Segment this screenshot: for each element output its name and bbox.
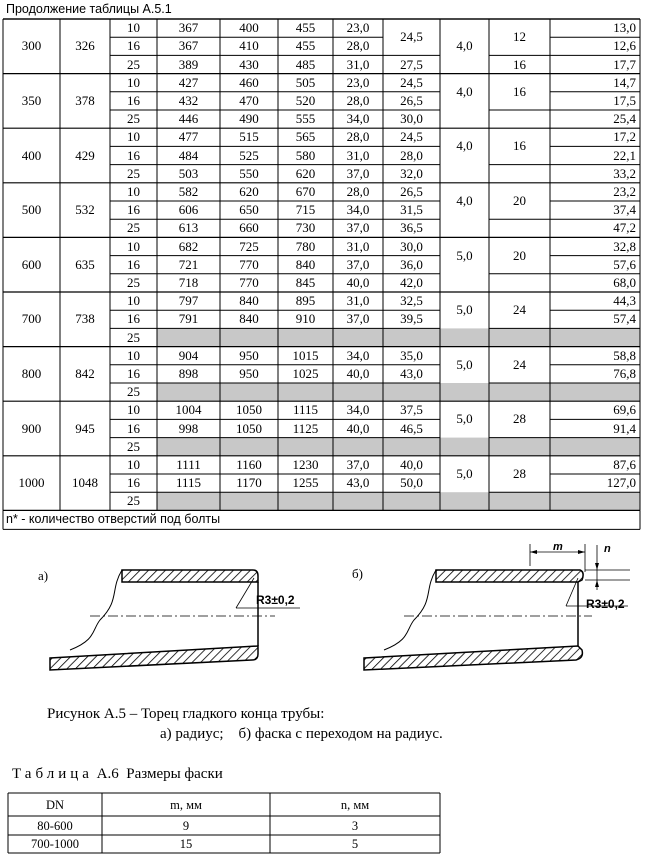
table-cell-c5: 36,5 (400, 220, 423, 236)
table-cell-c5: 30,0 (400, 238, 423, 254)
table-cell-c1: 446 (178, 111, 199, 127)
table-cell-c1: 791 (178, 311, 199, 327)
table-cell-pn: 25 (127, 56, 140, 72)
table-cell-c4: 31,0 (346, 147, 370, 163)
table-cell-outer-diameter: 842 (75, 365, 95, 381)
table-cell-bolt-count: 28 (513, 411, 526, 427)
table-cell-dn: 1000 (18, 475, 45, 491)
table-cell-c1: 1111 (176, 456, 201, 472)
table-cell-c1: 606 (178, 202, 199, 218)
table-cell-c5: 31,5 (400, 202, 423, 218)
table-cell-pn: 25 (127, 329, 140, 345)
table-cell-thickness: 5,0 (456, 411, 473, 427)
table-cell-c2: 840 (239, 311, 259, 327)
table-cell-outer-diameter: 738 (75, 311, 95, 327)
table-cell-c3: 670 (295, 183, 316, 199)
table-cell-mass: 25,4 (613, 111, 636, 127)
table-cell-c4: 43,0 (346, 475, 370, 491)
table-cell-c5: 24,5 (400, 129, 423, 145)
table-cell-thickness: 5,0 (456, 247, 473, 263)
table-cell-outer-diameter: 326 (75, 38, 95, 54)
table-cell-mass: 58,8 (613, 347, 636, 363)
table-cell-pn: 10 (127, 183, 140, 199)
table-cell-pn: 25 (127, 438, 140, 454)
table-cell-thickness: 4,0 (456, 193, 473, 208)
table-cell-bolt-count: 16 (513, 56, 526, 72)
table-note: n* - количество отверстий под болты (6, 512, 221, 526)
table-cell-c4: 34,0 (346, 202, 370, 218)
table-cell-mass: 127,0 (606, 475, 636, 491)
table-cell-dn: 350 (21, 92, 42, 108)
table-cell-c4: 37,0 (346, 311, 370, 327)
table-a6-cell: 15 (179, 837, 193, 851)
table-cell-mass: 57,6 (613, 256, 636, 272)
table-cell-thickness: 5,0 (456, 356, 473, 372)
table-cell-c3: 910 (295, 311, 316, 327)
table-cell-c1: 898 (178, 365, 199, 381)
table-cell-pn: 16 (127, 256, 140, 272)
table-cell-mass: 13,0 (613, 20, 636, 36)
table-cell-pn: 10 (127, 129, 140, 145)
table-cell-c1: 484 (178, 147, 199, 163)
table-cell-c1: 389 (178, 56, 199, 72)
table-cell-c4: 37,0 (346, 165, 370, 181)
table-cell-pn: 25 (127, 493, 140, 509)
table-cell-c5: 30,0 (400, 111, 423, 127)
table-cell-c4: 37,0 (346, 220, 370, 236)
table-cell-c3: 780 (295, 238, 316, 254)
table-cell-c4: 40,0 (346, 420, 370, 436)
table-cell-c4: 37,0 (346, 256, 370, 272)
table-cell-c1: 1115 (175, 475, 202, 491)
table-cell-c1: 432 (178, 92, 199, 108)
table-cell-c4: 34,0 (346, 402, 370, 418)
table-a6-cell: 3 (351, 818, 359, 833)
m-dimension-label: m (553, 541, 563, 553)
table-cell-c2: 620 (239, 183, 259, 199)
table-cell-c4: 34,0 (346, 111, 370, 127)
table-cell-pn: 10 (127, 402, 140, 418)
table-cell-c1: 582 (178, 183, 199, 199)
table-cell-c4: 23,0 (346, 74, 370, 90)
figure-label-a: а) (38, 568, 49, 583)
table-cell-pn: 10 (127, 20, 140, 36)
table-cell-c1: 503 (178, 165, 199, 181)
table-a6-header: n, мм (340, 797, 370, 812)
table-cell-c3: 1015 (292, 347, 319, 363)
table-cell-c4: 31,0 (346, 56, 370, 72)
table-cell-c2: 430 (239, 56, 259, 72)
table-cell-c1: 718 (178, 274, 199, 290)
table-cell-c4: 37,0 (346, 456, 370, 472)
table-cell-mass: 33,2 (613, 165, 636, 181)
table-cell-outer-diameter: 945 (75, 420, 95, 436)
table-cell-c1: 477 (178, 129, 199, 145)
table-cell-c4: 28,0 (346, 183, 370, 199)
table-cell-c2: 400 (239, 20, 259, 36)
table-cell-pn: 25 (127, 111, 140, 127)
table-cell-c1: 427 (178, 74, 199, 90)
table-cell-c5: 46,5 (400, 420, 423, 436)
table-cell-c5: 28,0 (400, 147, 423, 163)
table-a6-cell: 80-600 (37, 818, 73, 833)
table-cell-c3: 555 (295, 111, 316, 127)
table-cell-thickness: 5,0 (456, 302, 473, 318)
table-a6-cell: 9 (182, 818, 190, 833)
table-cell-c2: 525 (239, 147, 259, 163)
table-cell-c3: 845 (295, 274, 316, 290)
table-cell-dn: 600 (21, 256, 42, 272)
table-cell-c2: 660 (239, 220, 259, 236)
table-cell-c5: 43,0 (400, 365, 423, 381)
table-cell-c3: 620 (295, 165, 316, 181)
table-cell-c3: 895 (295, 293, 316, 309)
table-cell-c4: 31,0 (346, 293, 370, 309)
table-cell-mass: 17,2 (613, 129, 636, 145)
figure-caption: Рисунок А.5 – Торец гладкого конца трубы: (47, 706, 325, 722)
table-a6-header: m, мм (170, 797, 202, 812)
table-cell-pn: 16 (127, 92, 140, 108)
table-cell-outer-diameter: 532 (75, 202, 95, 218)
table-cell-c2: 840 (239, 293, 259, 309)
table-cell-c2: 950 (239, 365, 259, 381)
table-cell-bolt-count: 16 (513, 138, 526, 154)
table-cell-c3: 485 (295, 56, 316, 72)
figure-caption-items: а) радиус; б) фаска с переходом на радиус. (160, 726, 443, 742)
table-cell-c1: 613 (178, 220, 199, 236)
table-caption: Продолжение таблицы А.5.1 (6, 2, 172, 16)
table-cell-c1: 998 (178, 420, 199, 436)
table-cell-c3: 1025 (292, 365, 319, 381)
table-cell-bolt-count: 16 (513, 83, 526, 99)
table-cell-dn: 800 (21, 365, 42, 381)
table-cell-c2: 490 (239, 111, 259, 127)
table-cell-c3: 505 (295, 74, 316, 90)
table-cell-c5: 42,0 (400, 274, 423, 290)
table-cell-bolt-count: 20 (513, 193, 526, 208)
table-cell-c1: 367 (178, 20, 199, 36)
table-cell-mass: 17,5 (613, 92, 636, 108)
table-cell-c5: 27,5 (400, 56, 423, 72)
table-cell-thickness: 4,0 (456, 138, 473, 154)
table-cell-outer-diameter: 635 (75, 256, 95, 272)
table-cell-c3: 1230 (292, 456, 319, 472)
table-cell-bolt-count: 24 (513, 356, 526, 372)
table-cell-c4: 34,0 (346, 347, 370, 363)
table-cell-c2: 770 (239, 256, 259, 272)
table-cell-pn: 16 (127, 311, 140, 327)
table-cell-c2: 410 (239, 38, 259, 54)
table-cell-c5: 26,5 (400, 183, 423, 199)
table-a6-cell: 700-1000 (31, 837, 79, 851)
table-cell-thickness: 4,0 (456, 38, 473, 54)
table-cell-mass: 47,2 (613, 220, 636, 236)
table-cell-pn: 16 (127, 202, 140, 218)
table-cell-pn: 25 (127, 220, 140, 236)
table-cell-outer-diameter: 429 (75, 147, 95, 163)
table-cell-c2: 1160 (236, 456, 262, 472)
table-cell-c4: 28,0 (346, 92, 370, 108)
table-cell-c1: 1004 (175, 402, 202, 418)
table-cell-c5: 32,0 (400, 165, 423, 181)
table-cell-c2: 460 (239, 74, 259, 90)
table-cell-c2: 1050 (236, 402, 262, 418)
table-cell-c5: 35,0 (400, 347, 423, 363)
table-a6-title-suffix: А.6 Размеры фаски (92, 766, 223, 782)
table-cell-c1: 904 (178, 347, 199, 363)
table-cell-c4: 28,0 (346, 38, 370, 54)
table-cell-bolt-count: 20 (513, 247, 526, 263)
table-cell-pn: 10 (127, 293, 140, 309)
table-cell-c2: 1170 (236, 475, 262, 491)
table-cell-merged-value: 24,5 (400, 29, 423, 45)
table-cell-c5: 26,5 (400, 92, 423, 108)
table-cell-mass: 68,0 (613, 274, 636, 290)
table-cell-c3: 1255 (292, 475, 319, 491)
table-cell-c1: 797 (178, 293, 199, 309)
table-cell-mass: 57,4 (613, 311, 636, 327)
figure-label-b: б) (352, 566, 363, 581)
table-cell-pn: 16 (127, 420, 140, 436)
table-cell-c3: 455 (295, 38, 316, 54)
table-cell-dn: 400 (21, 147, 42, 163)
table-cell-c5: 39,5 (400, 311, 423, 327)
table-cell-outer-diameter: 378 (75, 92, 95, 108)
table-cell-c5: 37,5 (400, 402, 423, 418)
table-cell-c2: 950 (239, 347, 259, 363)
table-cell-pn: 16 (127, 38, 140, 54)
table-cell-dn: 500 (21, 202, 42, 218)
table-cell-mass: 69,6 (613, 402, 636, 418)
table-cell-pn: 25 (127, 274, 140, 290)
table-cell-pn: 10 (127, 238, 140, 254)
table-cell-pn: 10 (127, 74, 140, 90)
table-cell-mass: 91,4 (613, 420, 636, 436)
table-cell-mass: 32,8 (613, 238, 636, 254)
table-cell-c2: 650 (239, 202, 259, 218)
table-a6-header: DN (45, 797, 65, 812)
table-cell-outer-diameter: 1048 (72, 475, 98, 491)
table-cell-c5: 24,5 (400, 74, 423, 90)
table-cell-c3: 580 (295, 147, 316, 163)
table-cell-bolt-count: 28 (513, 466, 526, 481)
table-cell-c3: 1115 (292, 402, 319, 418)
table-cell-c3: 1125 (292, 420, 319, 436)
table-cell-mass: 23,2 (613, 183, 636, 199)
table-cell-c5: 40,0 (400, 456, 423, 472)
table-cell-dn: 300 (21, 38, 42, 54)
table-cell-c1: 367 (178, 38, 199, 54)
table-cell-c2: 470 (239, 92, 259, 108)
table-cell-c5: 50,0 (400, 475, 423, 491)
table-cell-c2: 770 (239, 274, 259, 290)
table-cell-c4: 40,0 (346, 365, 370, 381)
table-cell-mass: 44,3 (613, 293, 636, 309)
table-cell-mass: 87,6 (613, 456, 636, 472)
radius-label-b: R3±0,2 (586, 597, 625, 611)
table-cell-c4: 28,0 (346, 129, 370, 145)
table-a6-title-prefix: Таблица (12, 766, 93, 782)
table-cell-mass: 14,7 (613, 74, 636, 90)
table-cell-mass: 37,4 (613, 202, 636, 218)
table-cell-c2: 515 (239, 129, 259, 145)
n-dimension-label: n (604, 543, 611, 555)
table-cell-dn: 700 (21, 311, 42, 327)
table-cell-c3: 840 (295, 256, 316, 272)
table-cell-c2: 1050 (236, 420, 262, 436)
table-cell-pn: 25 (127, 165, 140, 181)
table-cell-mass: 12,6 (613, 38, 636, 54)
table-cell-c2: 550 (239, 165, 259, 181)
table-cell-c1: 682 (178, 238, 199, 254)
table-cell-pn: 10 (127, 456, 140, 472)
table-cell-c3: 715 (295, 202, 316, 218)
table-cell-c5: 32,5 (400, 293, 423, 309)
table-a6-cell: 5 (351, 837, 359, 851)
table-cell-pn: 10 (127, 347, 140, 363)
table-cell-thickness: 4,0 (456, 83, 473, 99)
table-cell-mass: 17,7 (613, 56, 636, 72)
table-cell-pn: 25 (127, 384, 140, 400)
table-cell-c4: 23,0 (346, 20, 370, 36)
table-cell-c2: 725 (239, 238, 259, 254)
table-cell-mass: 76,8 (613, 365, 636, 381)
table-cell-pn: 16 (127, 365, 140, 381)
table-cell-mass: 22,1 (613, 147, 636, 163)
table-cell-pn: 16 (127, 147, 140, 163)
radius-label-a: R3±0,2 (256, 593, 295, 607)
table-cell-dn: 900 (21, 420, 42, 436)
table-cell-thickness: 5,0 (456, 466, 473, 481)
table-cell-c4: 40,0 (346, 274, 370, 290)
table-cell-c4: 31,0 (346, 238, 370, 254)
table-cell-c1: 721 (178, 256, 199, 272)
table-cell-c5: 36,0 (400, 256, 423, 272)
table-cell-bolt-count: 12 (513, 29, 526, 45)
table-cell-c3: 565 (295, 129, 316, 145)
table-cell-bolt-count: 24 (513, 302, 526, 318)
table-cell-c3: 730 (295, 220, 316, 236)
table-cell-pn: 16 (127, 475, 140, 491)
table-cell-c3: 520 (295, 92, 316, 108)
table-cell-c3: 455 (295, 20, 316, 36)
